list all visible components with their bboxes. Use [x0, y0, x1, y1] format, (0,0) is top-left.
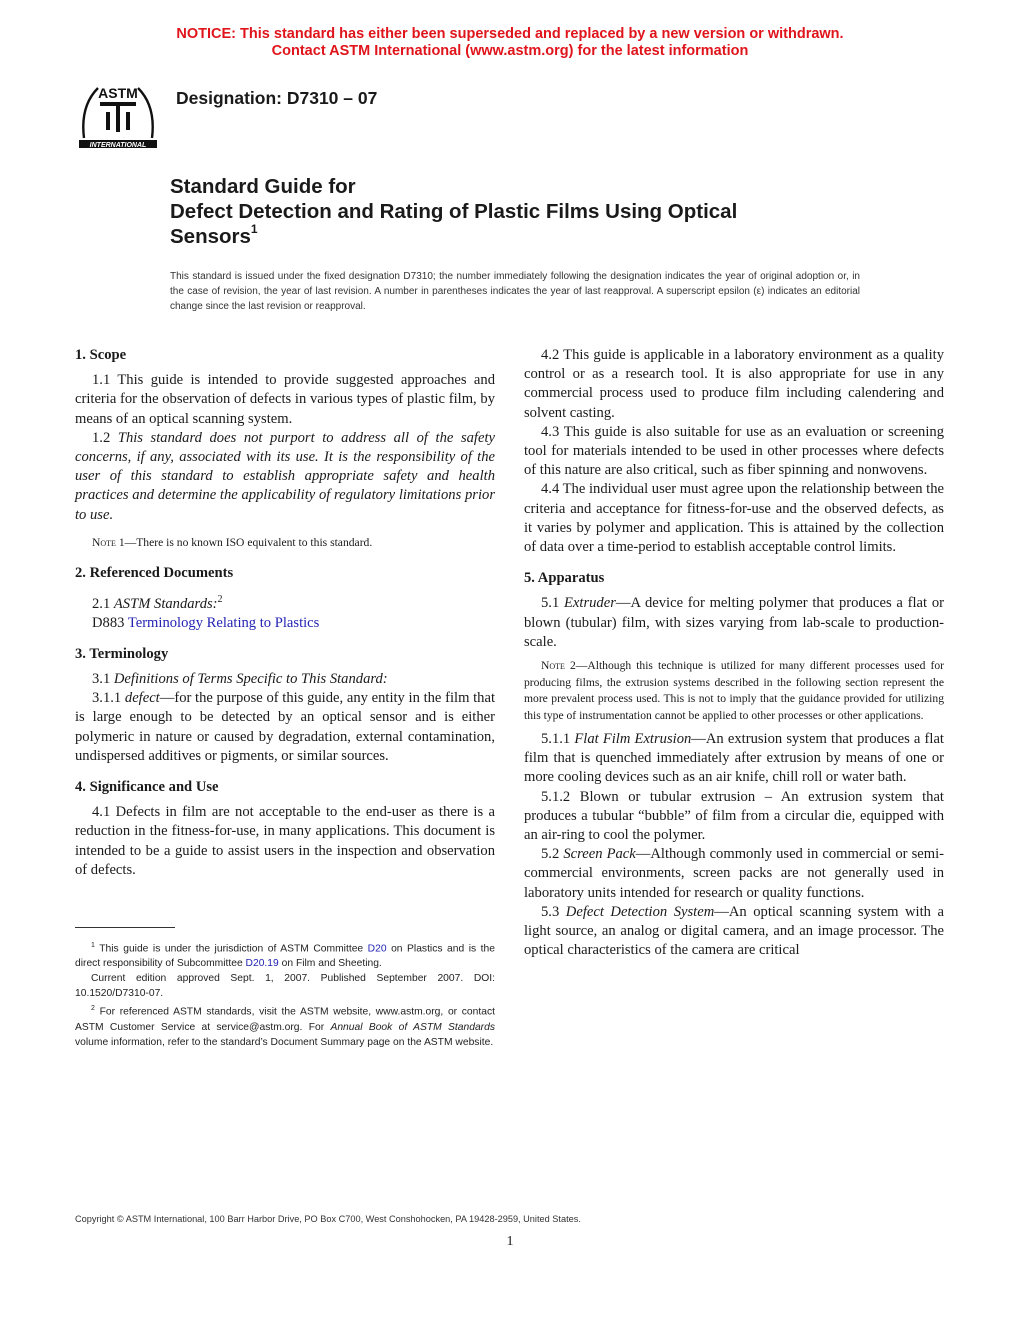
title-line-3: Sensors — [170, 225, 251, 248]
d20-19-link[interactable]: D20.19 — [245, 958, 279, 970]
notice-line-2: Contact ASTM International (www.astm.org) for the latest information — [271, 43, 749, 59]
astm-logo-icon — [76, 76, 160, 150]
section-apparatus-heading: 5. Apparatus — [524, 570, 605, 587]
significance-4-3: 4.3 This guide is also suitable for use as an evaluation or screening tool for materials intended to be used in other processes where defects of this nature are also critical, such as fiber spinning and nonwovens. — [524, 423, 944, 479]
footnotes — [75, 938, 495, 1050]
significance-4-1: 4.1 Defects in film are not acceptable to the end-user as there is a reduction in the fitness-for-use, in many applications. This document is intended to be a guide to assist users in the inspection and observation of defects. — [75, 804, 495, 878]
notice-line-1: NOTICE: This standard has either been superseded and replaced by a new version or withdrawn. — [176, 26, 844, 42]
section-scope-heading: 1. Scope — [75, 347, 127, 363]
page-number: 1 — [506, 1234, 514, 1249]
title-line-2: Defect Detection and Rating of Plastic Films Using Optical — [170, 200, 738, 223]
scope-1-2: 1.2 This standard does not purport to address all of the safety concerns, if any, associated with its use. It is the responsibility of the user of this standard to establish appropriate safety and health practices and determine the applicability of regulatory limitations prior to use. — [75, 429, 495, 523]
significance-4-2: 4.2 This guide is applicable in a laboratory environment as a quality control or as a research tool. It is also appropriate for use in any commercial process used to produce film including calendering and solvent casting. — [524, 347, 944, 421]
section-refs-heading: 2. Referenced Documents — [75, 565, 234, 582]
footnote-2: $^2$ For referenced ASTM standards, visit the ASTM website, www.astm.org, or contact ASTM Customer Service at service@astm.org. For Annual Book of ASTM Standards volume information, refer to the standard’s Document Summary page on the ASTM website. — [75, 1005, 495, 1048]
section-terminology-heading: 3. Terminology — [75, 645, 169, 662]
document-title — [170, 174, 930, 249]
d20-link[interactable]: D20 — [367, 943, 387, 955]
terminology-3-1: 3.1 Definitions of Terms Specific to This Standard: — [92, 671, 388, 687]
refs-2-1: 2.1 ASTM Standards:$^2$ — [92, 593, 223, 612]
footnote-divider — [75, 927, 175, 928]
footnote-1: $^1$ This guide is under the jurisdiction of ASTM Committee D20 on Plastics and is the direct responsibility of Subcommittee D20.19 on Film and Sheeting. — [75, 942, 495, 970]
left-column — [75, 346, 495, 880]
title-footnote-mark: 1 — [250, 222, 258, 237]
designation: Designation: D7310 – 07 — [176, 88, 378, 108]
significance-4-4: 4.4 The individual user must agree upon the relationship between the criteria and acceptance for fitness-for-use and the observed defects, as it varies by polymer and application. This is attained by the collection of data over a time-period to establish acceptable control limits. — [524, 481, 944, 556]
apparatus-5-3: 5.3 Defect Detection System—An optical scanning system with a light source, an analog or digital camera, and an image processor. The optical characteristics of the camera are critical — [524, 903, 944, 959]
title-line-1: Standard Guide for — [170, 175, 356, 198]
section-significance-heading: 4. Significance and Use — [75, 779, 219, 796]
scope-1-1: 1.1 This guide is intended to provide suggested approaches and criteria for the observation of defects in various types of plastic film, by means of an optical scanning system. — [75, 372, 495, 427]
note-2: Note 2—Although this technique is utilized for many different processes used for producing films, the extrusion systems described in the following section represent the more prevalent process used. This is not to imply that the guidance provided for utilizing this type of instrumentation cannot be applied to other processes or other applications. — [524, 659, 944, 722]
terminology-3-1-1: 3.1.1 defect—for the purpose of this guide, any entity in the film that is large enough to be detected by an optical sensor and is either polymeric in nature or caused by degradation, external contamination, undispersed additives or pigments, or similar sources. — [75, 690, 496, 764]
withdrawal-notice — [0, 26, 1020, 60]
logo-text: ASTM — [98, 85, 138, 101]
apparatus-5-1: 5.1 Extruder—A device for melting polymer that produces a flat or blown (tubular) film, with sizes varying from lab-scale to production-scale. — [524, 595, 944, 650]
apparatus-5-1-1: 5.1.1 Flat Film Extrusion—An extrusion system that produces a flat film that is quenched immediately after extrusion by means of one or more cooling devices such as an air knife, chill roll or water bath. — [524, 731, 944, 786]
apparatus-5-1-2: 5.1.2 Blown or tubular extrusion – An extrusion system that produces a tubular “bubble” of film from a circular die, equipped with an air-ring to cool the polymer. — [524, 788, 944, 844]
note-1: Note 1—There is no known ISO equivalent to this standard. — [92, 535, 373, 549]
footnote-1-edition: Current edition approved Sept. 1, 2007. Published September 2007. DOI: 10.1520/D7310-07. — [75, 973, 495, 1000]
refs-d883: D883 Terminology Relating to Plastics — [92, 614, 320, 631]
logo-subtext: INTERNATIONAL — [89, 142, 147, 149]
copyright: Copyright © ASTM International, 100 Barr Harbor Drive, PO Box C700, West Conshohocken, PA 19428-2959, United States. — [75, 1214, 581, 1224]
issuance-statement: This standard is issued under the fixed designation D7310; the number immediately following the designation indicates the year of original adoption or, in the case of revision, the year of last revision. A number in parentheses indicates the year of last reapproval. A superscript epsilon (ε) indicates an editorial change since the last revision or reapproval. — [170, 271, 860, 312]
right-column — [524, 346, 944, 960]
d883-link[interactable]: Terminology Relating to Plastics — [127, 614, 320, 631]
apparatus-5-2: 5.2 Screen Pack—Although commonly used in commercial or semi-commercial environments, screen packs are not generally used in laboratory units intended for research or quality functions. — [524, 846, 945, 901]
